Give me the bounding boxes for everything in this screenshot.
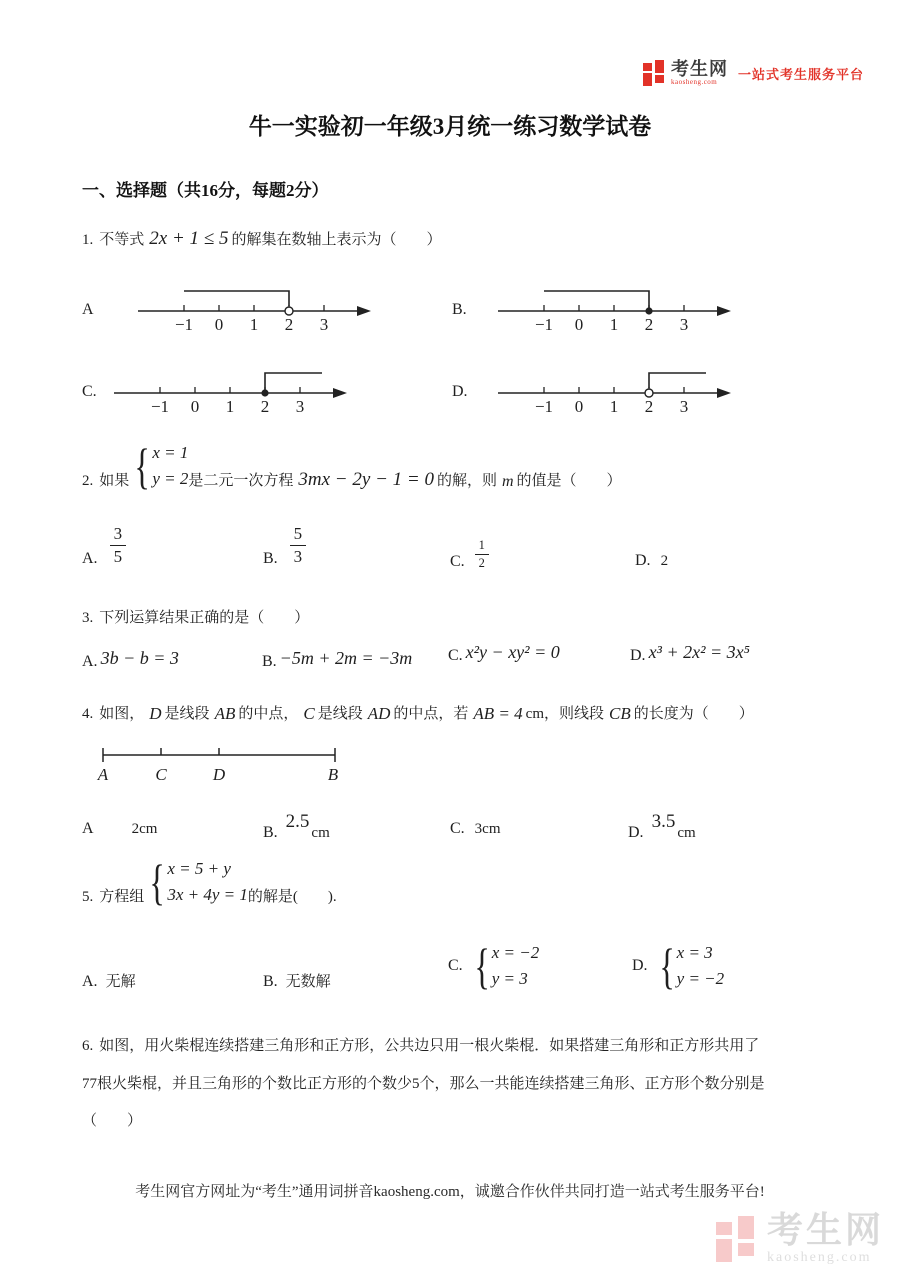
tick-label: 2 <box>284 315 294 334</box>
option-value: 3cm <box>474 821 501 837</box>
system-line: x = 5 + y <box>167 859 231 878</box>
tick-label: 2 <box>644 315 654 334</box>
option-label: C. <box>448 957 463 975</box>
brace-icon: { <box>658 938 675 994</box>
arrow-right-icon <box>333 388 347 398</box>
question-number: 4. <box>82 706 94 722</box>
point-label-d: D <box>212 765 226 784</box>
logo-name: 考生网 <box>671 59 728 79</box>
q5-option-d <box>632 940 724 993</box>
watermark-name: 考生网 <box>766 1210 884 1250</box>
q3-option-c <box>448 642 563 665</box>
tick-label: −1 <box>534 397 554 416</box>
point-label-a: A <box>97 765 109 784</box>
equation-system <box>471 940 540 993</box>
question-text: 的长度为（ ） <box>633 706 754 722</box>
tick-label: 2 <box>644 397 654 416</box>
system-line: y = −2 <box>676 969 725 989</box>
question-3 <box>82 606 311 630</box>
question-number: 2. <box>82 472 94 489</box>
paper-title: 牛一实验初一年级3月统一练习数学试卷 <box>248 114 652 139</box>
option-label: D. <box>632 957 648 975</box>
question-5 <box>82 856 339 909</box>
q3-option-a <box>82 648 182 671</box>
watermark-text-column <box>767 1212 884 1265</box>
question-2 <box>82 440 624 493</box>
point-label-c: C <box>155 765 167 784</box>
math-ab4: AB = 4 <box>473 704 523 723</box>
solid-dot-marker <box>645 307 652 314</box>
tick-label: 3 <box>679 397 689 416</box>
option-label: A <box>82 820 94 837</box>
question-text: 的解集在数轴上表示为（ ） <box>231 232 442 248</box>
q2-option-d <box>635 552 668 570</box>
number-line-solid-dot-shade-left <box>496 281 731 336</box>
question-text: 如图， <box>99 706 145 722</box>
tick-label: −1 <box>174 315 194 334</box>
tick-label: 0 <box>190 397 200 416</box>
brace-icon: { <box>149 854 166 910</box>
question-number: 5. <box>82 888 94 905</box>
footer-text: 考生网官方网址为“考生”通用词拼音kaosheng.com，诚邀合作伙伴共同打造一站式考生服务平台! <box>135 1184 765 1200</box>
question-text: 的中点，若 <box>393 706 469 722</box>
option-value: 无解 <box>105 974 136 990</box>
option-value: 2 <box>660 553 669 569</box>
question-number: 1. <box>82 232 94 248</box>
question-line-3: （ ） <box>82 1113 143 1129</box>
question-text: cm，则线段 <box>525 706 604 722</box>
option-label: A. <box>82 549 98 567</box>
open-circle-marker <box>285 307 293 315</box>
q1-option-c-label: C. <box>82 383 97 400</box>
tick-label: −1 <box>534 315 554 334</box>
solid-dot-marker <box>261 389 268 396</box>
math-c: C <box>303 704 315 723</box>
arrow-right-icon <box>357 306 371 316</box>
question-4 <box>82 702 756 726</box>
header-logo <box>643 58 864 88</box>
question-text: 是二元一次方程 <box>188 472 294 489</box>
tick-label: 2 <box>260 397 270 416</box>
system-line: x = 1 <box>152 443 189 462</box>
logo-tagline: 一站式考生服务平台 <box>738 66 865 82</box>
option-label: B. <box>263 973 278 990</box>
q4-option-b <box>263 811 330 842</box>
option-label: C. <box>450 820 465 837</box>
tick-label: 1 <box>249 315 259 334</box>
option-label: B. <box>263 824 278 841</box>
option-label: D. <box>635 552 651 569</box>
question-text: 的解，则 <box>436 472 497 489</box>
option-label: D. <box>628 824 644 841</box>
q3-option-b <box>262 648 415 671</box>
tick-label: 0 <box>574 315 584 334</box>
q4-option-d <box>628 811 696 842</box>
option-label: C. <box>450 553 465 570</box>
option-label: A. <box>82 653 98 670</box>
option-label: B. <box>262 653 277 670</box>
q1-option-d-label: D. <box>452 383 468 400</box>
denominator: 2 <box>478 556 485 570</box>
q5-option-a <box>82 970 136 991</box>
option-formula: −5m + 2m = −3m <box>279 648 413 668</box>
watermark-domain: kaosheng.com <box>766 1250 872 1265</box>
denominator: 5 <box>113 547 123 567</box>
option-value: 2cm <box>131 821 158 837</box>
question-text: 不等式 <box>99 232 145 248</box>
math-ab: AB <box>214 704 236 723</box>
option-unit: cm <box>311 825 330 841</box>
tick-label: 3 <box>295 397 305 416</box>
q4-option-a <box>82 820 157 838</box>
question-text: 下列运算结果正确的是（ ） <box>99 610 310 626</box>
question-line-2: 77根火柴棍，并且三角形的个数比正方形的个数少5个，那么一共能连续搭建三角形、正方形个数分别是 <box>82 1075 765 1092</box>
option-formula: x³ + 2x² = 3x⁵ <box>648 642 750 662</box>
option-formula: 3b − b = 3 <box>100 648 179 668</box>
question-1 <box>82 228 443 252</box>
number-line-solid-dot-shade-right <box>112 363 347 418</box>
q1-option-a-label: A <box>82 301 94 318</box>
q5-option-b <box>263 970 331 991</box>
option-label: C. <box>448 647 463 664</box>
option-number: 3.5 <box>651 811 676 832</box>
logo-domain: kaosheng.com <box>671 78 718 86</box>
number-line-open-circle-shade-left <box>136 281 371 336</box>
point-label-b: B <box>327 765 339 784</box>
section-heading: 一、选择题（共16分，每题2分） <box>82 181 329 200</box>
q1-option-b-label: B. <box>452 301 467 318</box>
tick-label: 3 <box>319 315 329 334</box>
option-label: A. <box>82 973 98 990</box>
question-text: 的值是（ ） <box>516 472 622 489</box>
question-text: 是线段 <box>317 706 363 722</box>
q2-option-b <box>263 524 306 568</box>
question-line-1 <box>82 1028 824 1066</box>
q4-option-c <box>450 820 501 838</box>
logo-text-column <box>671 60 728 86</box>
question-text: 方程组 <box>99 888 145 905</box>
q5-option-c <box>448 940 539 993</box>
option-formula: x²y − xy² = 0 <box>465 642 560 662</box>
fraction <box>475 538 489 571</box>
system-line: 3x + 4y = 1 <box>167 885 248 905</box>
inline-formula: 3mx − 2y − 1 = 0 <box>298 468 434 490</box>
math-ad: AD <box>367 704 391 723</box>
tick-label: 1 <box>225 397 235 416</box>
fraction <box>290 524 307 568</box>
system-line: x = 3 <box>676 943 713 962</box>
fraction <box>110 524 127 568</box>
variable-m: m <box>501 472 514 490</box>
kaosheng-h-icon-faded <box>715 1213 759 1265</box>
watermark-logo <box>715 1212 884 1265</box>
denominator: 3 <box>293 547 303 567</box>
option-number: 2.5 <box>285 811 310 832</box>
inline-formula: 2x + 1 ≤ 5 <box>149 228 229 249</box>
tick-label: −1 <box>150 397 170 416</box>
numerator: 3 <box>110 524 127 546</box>
tick-label: 1 <box>609 315 619 334</box>
open-circle-marker <box>645 389 653 397</box>
system-line: x = −2 <box>491 943 540 962</box>
arrow-right-icon <box>717 388 731 398</box>
numerator: 1 <box>475 538 489 555</box>
system-line: y = 3 <box>491 969 528 989</box>
math-d: D <box>149 704 162 723</box>
equation-system <box>131 440 188 493</box>
q2-option-a <box>82 524 126 568</box>
segment-diagram-acdb <box>95 742 340 784</box>
question-text: 的中点， <box>238 706 299 722</box>
question-text: 是线段 <box>164 706 210 722</box>
equation-system <box>146 856 248 909</box>
option-unit: cm <box>677 825 696 841</box>
question-text: 如果 <box>99 472 130 489</box>
number-line-open-circle-shade-right <box>496 363 731 418</box>
option-label: D. <box>630 647 646 664</box>
math-cb: CB <box>608 704 631 723</box>
brace-icon: { <box>134 438 151 494</box>
question-text: 的解是( ). <box>247 888 337 905</box>
option-label: B. <box>263 549 278 567</box>
numerator: 5 <box>290 524 307 546</box>
tick-label: 0 <box>574 397 584 416</box>
system-line: y = 2 <box>152 469 189 489</box>
option-value: 无数解 <box>285 974 331 990</box>
tick-label: 0 <box>214 315 224 334</box>
question-text: 如图，用火柴棍连续搭建三角形和正方形，公共边只用一根火柴棍．如果搭建三角形和正方形共用了 <box>99 1038 760 1054</box>
kaosheng-h-icon <box>643 58 667 88</box>
question-number: 3. <box>82 610 94 626</box>
question-6 <box>82 1028 824 1141</box>
tick-label: 3 <box>679 315 689 334</box>
arrow-right-icon <box>717 306 731 316</box>
equation-system <box>656 940 725 993</box>
brace-icon: { <box>473 938 490 994</box>
q3-option-d <box>630 642 753 665</box>
tick-label: 1 <box>609 397 619 416</box>
question-number: 6. <box>82 1038 94 1054</box>
q2-option-c <box>450 538 489 571</box>
